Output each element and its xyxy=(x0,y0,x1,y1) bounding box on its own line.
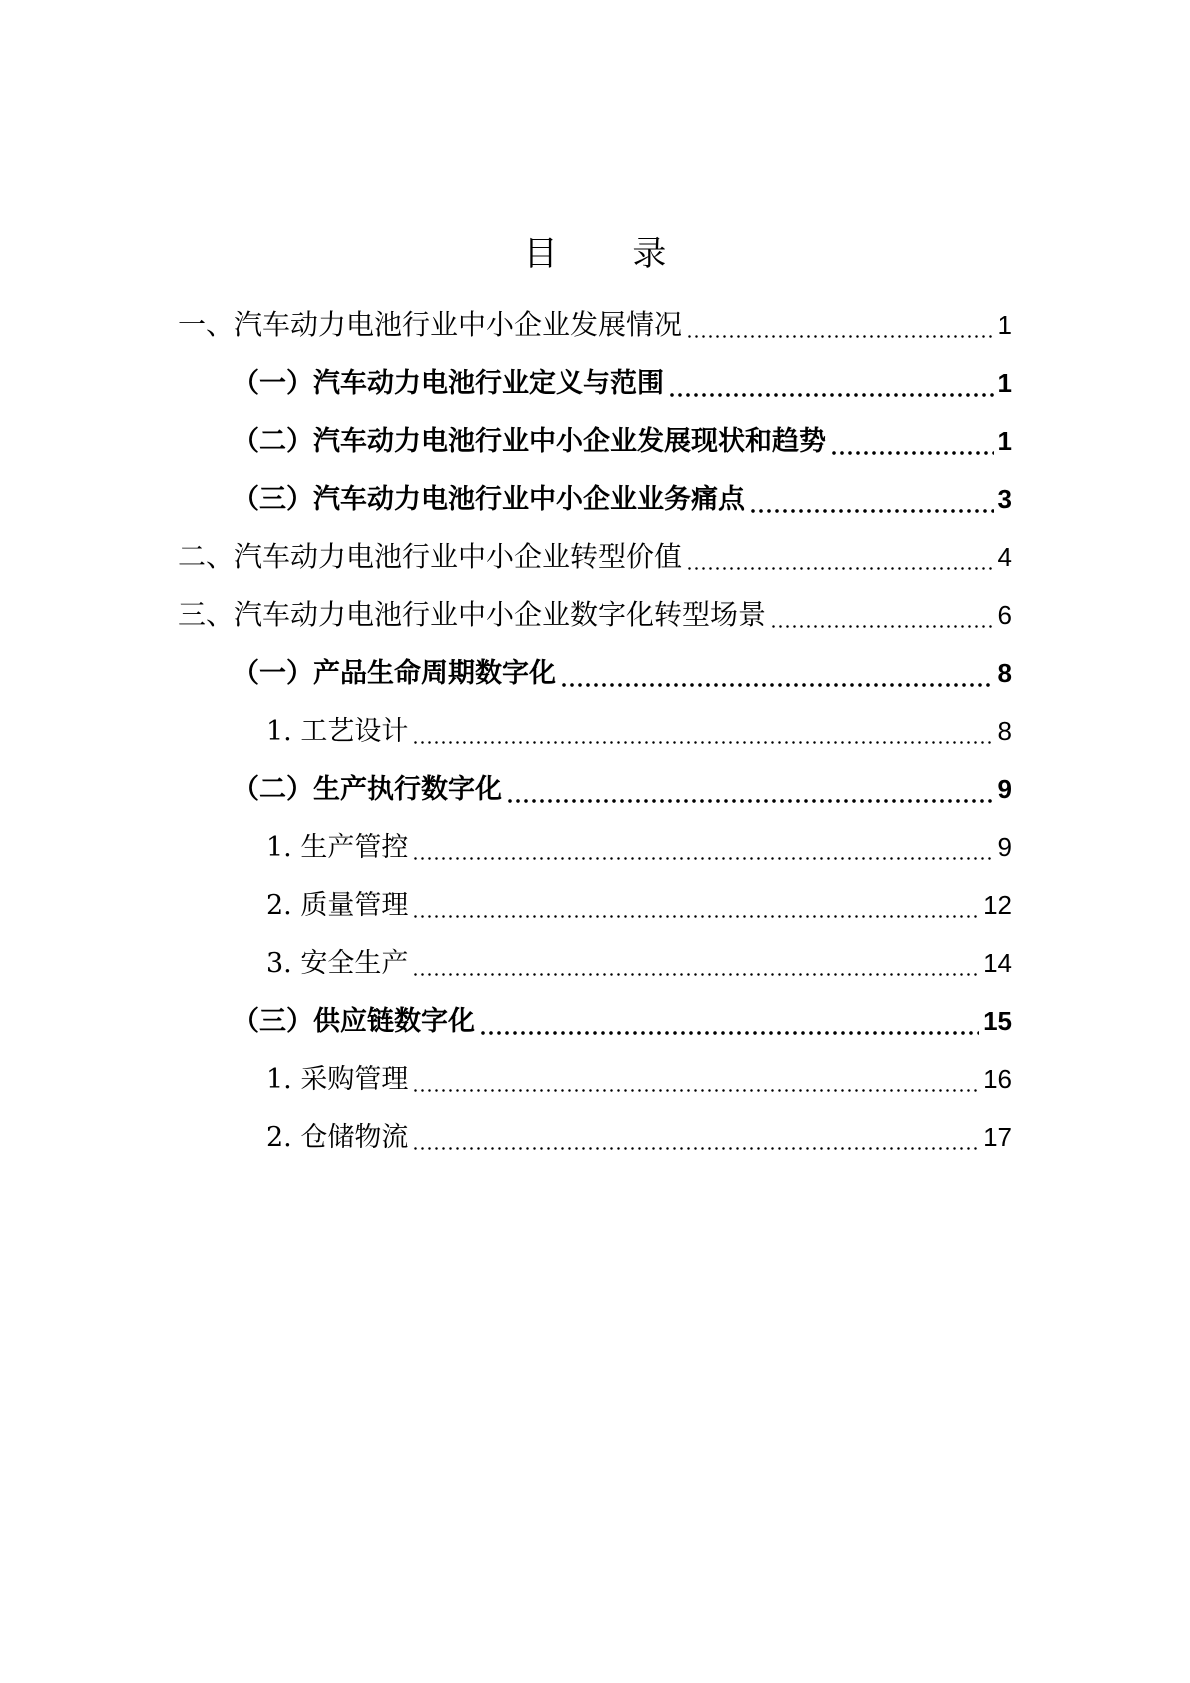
toc-entry[interactable] xyxy=(266,709,1012,749)
toc-leader-dots xyxy=(686,329,994,343)
toc-entry[interactable] xyxy=(266,1057,1012,1097)
toc-entry-page: 15 xyxy=(983,1006,1012,1036)
toc-leader-dots xyxy=(560,677,994,691)
toc-entry-label: （三）供应链数字化 xyxy=(232,1006,475,1037)
page-title: 目 录 xyxy=(523,234,699,274)
toc-entry-page: 6 xyxy=(997,600,1012,630)
toc-entry-page: 3 xyxy=(997,484,1012,514)
toc-entry-page: 8 xyxy=(997,716,1012,746)
toc-entry[interactable] xyxy=(232,651,1012,691)
toc-entry-label: （二）生产执行数字化 xyxy=(232,774,502,805)
toc-entry[interactable] xyxy=(178,303,1012,343)
toc-entry-label: （三）汽车动力电池行业中小企业业务痛点 xyxy=(232,484,745,515)
toc-leader-dots xyxy=(830,445,994,459)
toc-entry-page: 8 xyxy=(997,658,1012,688)
toc-leader-dots xyxy=(412,909,979,923)
toc-entry-label: 1. 采购管理 xyxy=(266,1064,409,1095)
toc-entry-page: 16 xyxy=(983,1064,1012,1094)
toc-leader-dots xyxy=(668,387,994,401)
toc-leader-dots xyxy=(686,561,994,575)
toc-entry-page: 1 xyxy=(997,426,1012,456)
toc-entry[interactable] xyxy=(232,999,1012,1039)
toc-entry[interactable] xyxy=(266,1115,1012,1155)
toc-entry[interactable] xyxy=(266,825,1012,865)
toc-leader-dots xyxy=(506,793,994,807)
toc-entry-label: 1. 生产管控 xyxy=(266,832,409,863)
toc-entry[interactable] xyxy=(232,767,1012,807)
toc-entry-label: （一）汽车动力电池行业定义与范围 xyxy=(232,368,664,399)
toc-entry-page: 1 xyxy=(997,310,1012,340)
toc-entry-label: 2. 仓储物流 xyxy=(266,1122,409,1153)
toc-entry[interactable] xyxy=(178,535,1012,575)
toc-entry-page: 12 xyxy=(983,890,1012,920)
toc-entry[interactable] xyxy=(266,883,1012,923)
toc-leader-dots xyxy=(412,1083,979,1097)
toc-entry-page: 17 xyxy=(983,1122,1012,1152)
toc-entry-page: 9 xyxy=(997,774,1012,804)
toc-entry[interactable] xyxy=(232,477,1012,517)
toc-entry-label: 三、汽车动力电池行业中小企业数字化转型场景 xyxy=(178,598,767,631)
toc-entry-label: （一）产品生命周期数字化 xyxy=(232,658,556,689)
toc-entry-label: 二、汽车动力电池行业中小企业转型价值 xyxy=(178,540,683,573)
toc-entry-page: 1 xyxy=(997,368,1012,398)
toc-entry-label: 2. 质量管理 xyxy=(266,890,409,921)
toc-entry-label: 一、汽车动力电池行业中小企业发展情况 xyxy=(178,308,683,341)
toc-leader-dots xyxy=(770,619,994,633)
toc-entry-label: 3. 安全生产 xyxy=(266,948,409,979)
toc-leader-dots xyxy=(749,503,994,517)
toc-leader-dots xyxy=(412,851,993,865)
toc-entry[interactable] xyxy=(232,361,1012,401)
toc-leader-dots xyxy=(412,735,993,749)
toc-entry[interactable] xyxy=(178,593,1012,633)
toc-leader-dots xyxy=(412,967,979,981)
toc-leader-dots xyxy=(479,1025,979,1039)
toc-entry-page: 14 xyxy=(983,948,1012,978)
toc-entry[interactable] xyxy=(232,419,1012,459)
toc-entry[interactable] xyxy=(266,941,1012,981)
toc-entry-page: 4 xyxy=(997,542,1012,572)
toc-entry-label: 1. 工艺设计 xyxy=(266,716,409,747)
toc-entry-label: （二）汽车动力电池行业中小企业发展现状和趋势 xyxy=(232,426,826,457)
toc-leader-dots xyxy=(412,1141,979,1155)
toc-entry-page: 9 xyxy=(997,832,1012,862)
